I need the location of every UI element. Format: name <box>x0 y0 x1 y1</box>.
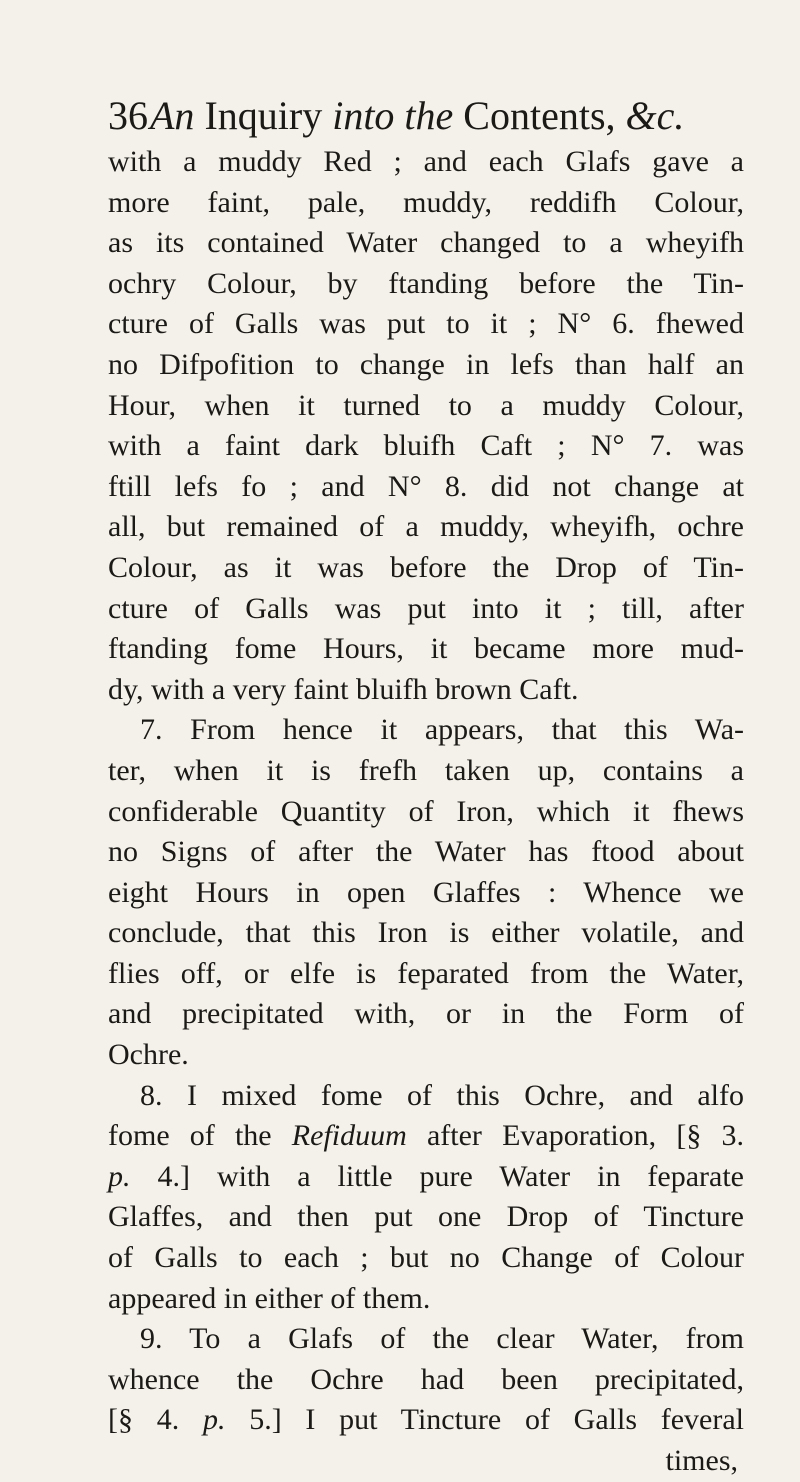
text-line: Hour, when it turned to a muddy Colour, <box>108 388 744 422</box>
text-fragment-italic: p. <box>108 1159 131 1193</box>
text-fragment: 4.] with a little pure Water in feparate <box>157 1159 744 1193</box>
title-contents: Contents, <box>463 93 616 138</box>
text-line: appeared in either of them. <box>108 1281 431 1315</box>
text-line: confiderable Quantity of Iron, which it fhews <box>108 794 744 828</box>
text-line: cture of Galls was put into it ; till, after <box>108 591 744 625</box>
text-line: of Galls to each ; but no Change of Colour <box>108 1241 744 1275</box>
body-text <box>108 142 744 1482</box>
text-fragment-italic: p. <box>202 1403 226 1437</box>
text-line: conclude, that this Iron is either volatile, and <box>108 916 744 950</box>
title-italic-into-the: into the <box>332 93 454 138</box>
text-line: no Difpofition to change in lefs than half an <box>108 347 744 381</box>
text-line: ftanding fome Hours, it became more mud- <box>108 632 744 666</box>
text-line: ochry Colour, by ftanding before the Tin- <box>108 266 744 300</box>
text-line: 9. To a Glafs of the clear Water, from <box>140 1322 744 1356</box>
title-italic-an: An <box>150 93 195 138</box>
page-number: 36 <box>108 93 148 138</box>
text-line: no Signs of after the Water has ftood about <box>108 835 744 869</box>
text-line-mixed <box>108 1116 744 1157</box>
text-line: and precipitated with, or in the Form of <box>108 997 744 1031</box>
text-fragment: 5.] I put Tincture of Galls feveral <box>249 1403 745 1437</box>
text-line: ftill lefs fo ; and N° 8. did not change at <box>108 469 744 503</box>
text-fragment: after Evaporation, [§ 3. <box>426 1119 745 1153</box>
text-line: eight Hours in open Glaffes : Whence we <box>108 875 744 909</box>
text-line: as its contained Water changed to a wheyifh <box>108 226 744 260</box>
text-line: Ochre. <box>108 1038 189 1072</box>
text-line: whence the Ochre had been precipitated, <box>108 1362 744 1396</box>
text-line: flies off, or elfe is feparated from the Water, <box>108 956 744 990</box>
text-line: with a faint dark bluifh Caft ; N° 7. was <box>108 429 744 463</box>
text-line: all, but remained of a muddy, wheyifh, ochre <box>108 510 744 544</box>
running-head <box>108 92 744 140</box>
text-line: 8. I mixed fome of this Ochre, and alfo <box>140 1078 744 1112</box>
text-line: cture of Galls was put to it ; N° 6. fhewed <box>108 307 744 341</box>
text-line: ter, when it is frefh taken up, contains a <box>108 753 744 787</box>
title-italic-etc: &c. <box>625 93 685 138</box>
text-line: dy, with a very faint bluifh brown Caft. <box>108 672 579 706</box>
title-inquiry: Inquiry <box>204 93 323 138</box>
catchword: times, <box>665 1444 738 1477</box>
text-line: with a muddy Red ; and each Glafs gave a <box>108 145 744 178</box>
text-line: Colour, as it was before the Drop of Tin- <box>108 550 744 584</box>
text-line: Glaffes, and then put one Drop of Tincture <box>108 1200 744 1234</box>
text-line: more faint, pale, muddy, reddifh Colour, <box>108 185 744 219</box>
text-fragment: fome of the <box>108 1119 272 1153</box>
text-line-mixed <box>108 1400 744 1441</box>
text-line: 7. From hence it appears, that this Wa- <box>140 713 744 747</box>
text-fragment-italic: Refiduum <box>291 1119 407 1153</box>
text-line-mixed <box>108 1157 744 1198</box>
text-fragment: [§ 4. <box>108 1403 180 1437</box>
